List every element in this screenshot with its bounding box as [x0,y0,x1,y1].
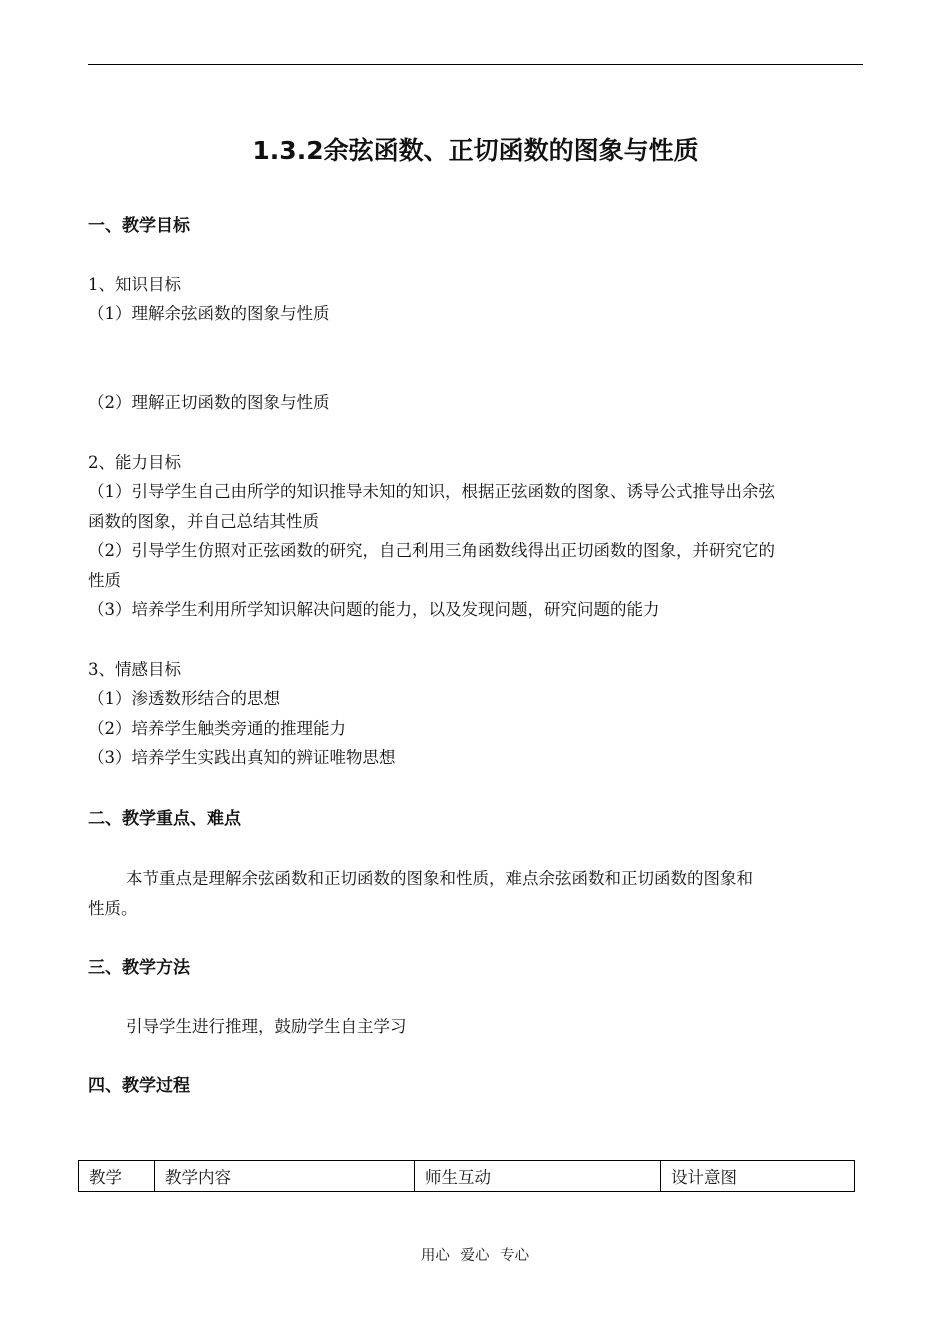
key-points-line: 本节重点是理解余弦函数和正切函数的图象和性质，难点余弦函数和正切函数的图象和 [126,869,753,888]
ability-line: （1）引导学生自己由所学的知识推导未知的知识，根据正弦函数的图象、诱导公式推导出余弦 [88,482,775,501]
ability-line: 函数的图象，并自己总结其性质 [88,512,319,531]
emotion-item: （2）培养学生触类旁通的推理能力 [88,719,346,738]
process-table [78,1160,855,1192]
table-header-cell: 教学内容 [155,1161,415,1192]
ability-line: 性质 [88,571,121,590]
page-title: 1.3.2余弦函数、正切函数的图象与性质 [252,136,699,165]
emotion-item: （1）渗透数形结合的思想 [88,689,280,708]
table-header-row [79,1161,855,1192]
section-heading-key-points: 二、教学重点、难点 [88,809,241,829]
header-rule [88,64,863,65]
knowledge-heading: 1、知识目标 [88,275,181,294]
methods-text: 引导学生进行推理，鼓励学生自主学习 [126,1017,407,1036]
ability-line: （3）培养学生利用所学知识解决问题的能力，以及发现问题，研究问题的能力 [88,600,660,619]
knowledge-item: （1）理解余弦函数的图象与性质 [88,304,330,323]
emotion-item: （3）培养学生实践出真知的辨证唯物思想 [88,748,396,767]
key-points-line: 性质。 [88,899,138,918]
emotion-heading: 3、情感目标 [88,660,181,679]
section-heading-process: 四、教学过程 [88,1076,190,1096]
table-header-cell: 设计意图 [661,1161,855,1192]
table-header-cell: 教学 [79,1161,155,1192]
ability-line: （2）引导学生仿照对正弦函数的研究，自己利用三角函数线得出正切函数的图象，并研究它的 [88,541,775,560]
section-heading-objectives: 一、教学目标 [88,216,190,236]
knowledge-item: （2）理解正切函数的图象与性质 [88,393,330,412]
ability-heading: 2、能力目标 [88,453,181,472]
section-heading-methods: 三、教学方法 [88,958,190,978]
page-footer: 用心 爱心 专心 [420,1248,530,1264]
table-header-cell: 师生互动 [415,1161,661,1192]
